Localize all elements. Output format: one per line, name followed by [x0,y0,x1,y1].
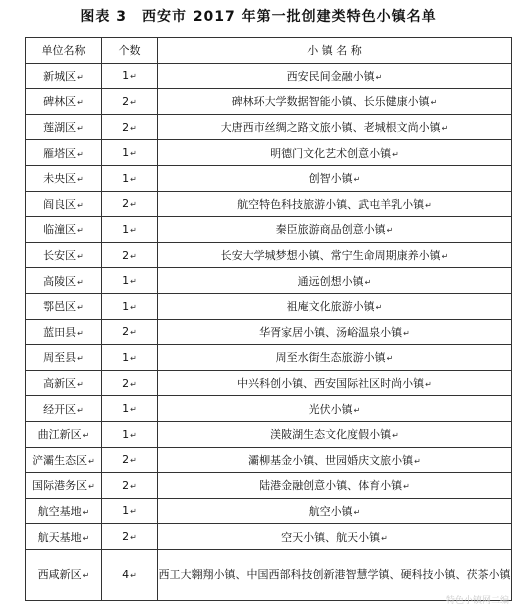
town-list-table [25,37,512,601]
unit-cell: 长安区 ↵ [26,242,102,268]
unit-cell: 莲湖区 ↵ [26,114,102,140]
town-names-cell: 碑林环大学数据智能小镇、长乐健康小镇 ↵ [158,89,512,115]
town-names-cell: 通远创想小镇 ↵ [158,268,512,294]
town-names-cell: 航空小镇 ↵ [158,498,512,524]
count-cell: 2 ↵ [102,370,158,396]
count-cell: 1 ↵ [102,345,158,371]
table-row [26,370,512,396]
count-cell: 1 ↵ [102,140,158,166]
table-row [26,345,512,371]
count-cell: 2 ↵ [102,242,158,268]
count-cell: 1 ↵ [102,498,158,524]
unit-cell: 高新区 ↵ [26,370,102,396]
unit-cell: 临潼区 ↵ [26,217,102,243]
unit-cell: 西咸新区 ↵ [26,549,102,600]
table-row [26,114,512,140]
count-cell: 2 ↵ [102,114,158,140]
table-header-row [26,38,512,64]
header-unit-name: 单位名称 [26,38,102,64]
unit-cell: 国际港务区 ↵ [26,473,102,499]
table-row [26,242,512,268]
town-names-cell: 陆港金融创意小镇、体育小镇 ↵ [158,473,512,499]
count-cell: 2 ↵ [102,447,158,473]
unit-cell: 雁塔区 ↵ [26,140,102,166]
town-names-cell: 明德门文化艺术创意小镇 ↵ [158,140,512,166]
table-row [26,268,512,294]
table-row [26,421,512,447]
unit-cell: 蓝田县 ↵ [26,319,102,345]
table-row [26,217,512,243]
count-cell: 1 ↵ [102,268,158,294]
town-names-cell: 光伏小镇 ↵ [158,396,512,422]
unit-cell: 航天基地 ↵ [26,524,102,550]
count-cell: 2 ↵ [102,319,158,345]
town-names-cell: 长安大学城梦想小镇、常宁生命周期康养小镇 ↵ [158,242,512,268]
count-cell: 1 ↵ [102,293,158,319]
town-names-cell: 西工大翱翔小镇、中国西部科技创新港智慧学镇、硬科技小镇、茯茶小镇 [158,549,512,600]
unit-cell: 阎良区 ↵ [26,191,102,217]
count-cell: 1 ↵ [102,63,158,89]
town-names-cell: 秦臣旅游商品创意小镇 ↵ [158,217,512,243]
count-cell: 2 ↵ [102,191,158,217]
town-names-cell: 华胥家居小镇、汤峪温泉小镇 ↵ [158,319,512,345]
unit-cell: 经开区 ↵ [26,396,102,422]
table-title: 图表 3 西安市 2017 年第一批创建类特色小镇名单 [80,9,437,25]
town-names-cell: 祖庵文化旅游小镇 ↵ [158,293,512,319]
count-cell: 1 ↵ [102,396,158,422]
town-names-cell: 创智小镇 ↵ [158,165,512,191]
unit-cell: 航空基地 ↵ [26,498,102,524]
town-names-cell: 周至水街生态旅游小镇 ↵ [158,345,512,371]
watermark-text: 特色小镇网二编 [445,596,509,606]
table-row [26,191,512,217]
unit-cell: 碑林区 ↵ [26,89,102,115]
count-cell: 1 ↵ [102,421,158,447]
table-row [26,447,512,473]
count-cell: 2 ↵ [102,89,158,115]
unit-cell: 周至县 ↵ [26,345,102,371]
unit-cell: 新城区 ↵ [26,63,102,89]
town-list-table-container [25,37,511,601]
header-town-name: 小 镇 名 称 [158,38,512,64]
town-names-cell: 大唐西市丝绸之路文旅小镇、老城根文尚小镇 ↵ [158,114,512,140]
unit-cell: 鄠邑区 ↵ [26,293,102,319]
unit-cell: 浐灞生态区 ↵ [26,447,102,473]
town-names-cell: 西安民间金融小镇 ↵ [158,63,512,89]
count-cell: 2 ↵ [102,473,158,499]
table-row [26,63,512,89]
table-row [26,89,512,115]
table-row [26,473,512,499]
table-row [26,396,512,422]
table-row [26,319,512,345]
table-row [26,524,512,550]
table-row [26,549,512,600]
count-cell: 4 ↵ [102,549,158,600]
unit-cell: 曲江新区 ↵ [26,421,102,447]
table-row [26,165,512,191]
town-names-cell: 渼陂湖生态文化度假小镇 ↵ [158,421,512,447]
unit-cell: 高陵区 ↵ [26,268,102,294]
town-names-cell: 中兴科创小镇、西安国际社区时尚小镇 ↵ [158,370,512,396]
town-names-cell: 航空特色科技旅游小镇、武屯羊乳小镇 ↵ [158,191,512,217]
count-cell: 1 ↵ [102,165,158,191]
header-count: 个数 [102,38,158,64]
town-names-cell: 空天小镇、航天小镇 ↵ [158,524,512,550]
town-names-cell: 灞柳基金小镇、世园婚庆文旅小镇 ↵ [158,447,512,473]
count-cell: 1 ↵ [102,217,158,243]
table-row [26,293,512,319]
table-row [26,140,512,166]
count-cell: 2 ↵ [102,524,158,550]
unit-cell: 未央区 ↵ [26,165,102,191]
table-row [26,498,512,524]
